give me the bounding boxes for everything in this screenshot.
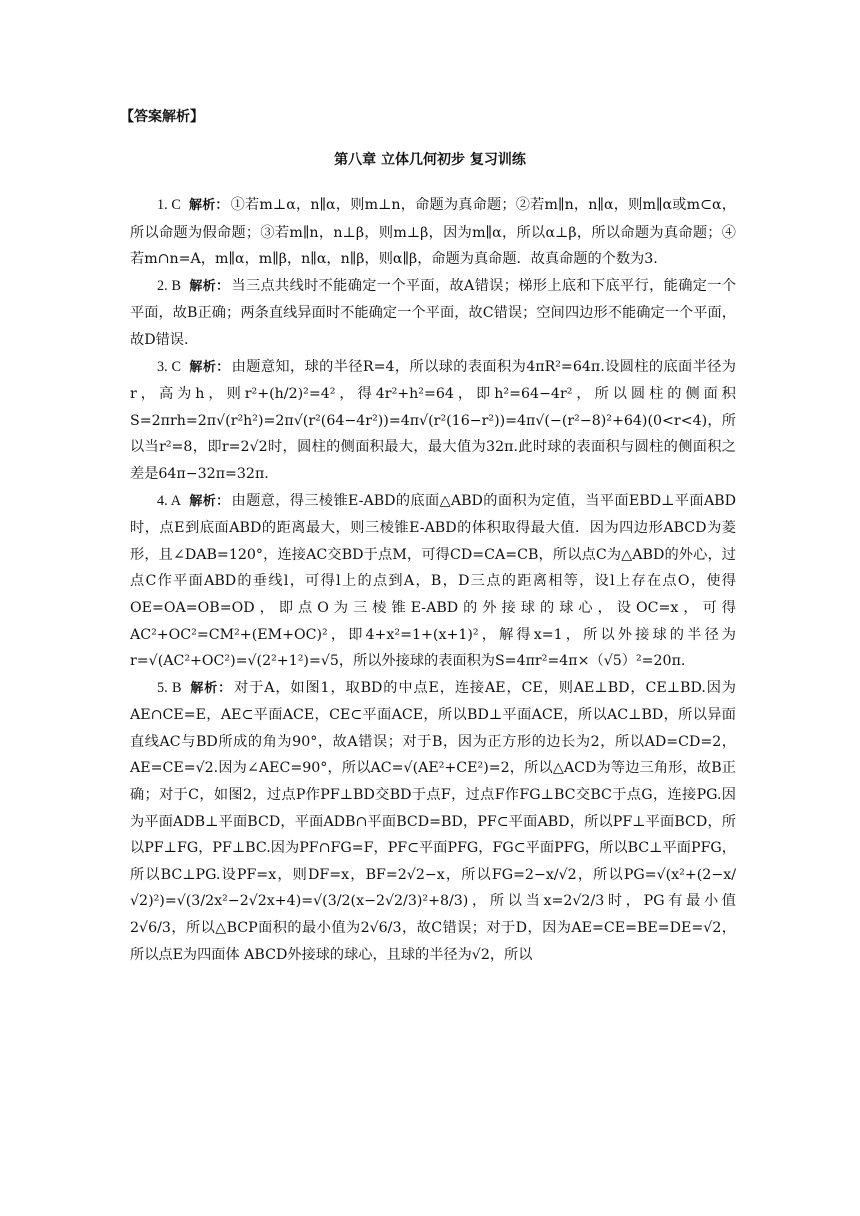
problem-3 — [130, 354, 736, 488]
problem-text: 由题意，得三棱锥E-ABD的底面△ABD的面积为定值，当平面EBD⊥平面ABD时，点E到底面ABD的距离最大，则三棱锥E-ABD的体积取得最大值．因为四边形ABCD为菱形，且∠DAB=120°，连接AC交BD于点M，可得CD=CA=CB，所以点C为△ABD的外心，过点C作平面ABD的垂线l，可得l上的点到A，B，D三点的距离相等，设l上存在点O，使得OE=OA=OB=OD，即点O为三棱锥E-ABD的外接球的球心，设OC=x，可得AC²+OC²=CM²+(EM+OC)²，即4+x²=1+(x+1)²，解得x=1，所以外接球的半径为r=√(AC²+OC²)=√(2²+1²)=√5，所以外接球的表面积为S=4πr²=4π×（√5）²=20π. — [130, 492, 736, 670]
chapter-title: 第八章 立体几何初步 复习训练 — [334, 152, 526, 168]
problem-list — [130, 192, 736, 968]
answer-header-tag: 【答案解析】 — [120, 109, 204, 125]
problem-number: 5. B — [156, 679, 182, 696]
problem-text: 当三点共线时不能确定一个平面，故A错误；梯形上底和下底平行，能确定一个平面，故B正确；两条直线异面时不能确定一个平面，故C错误；空间四边形不能确定一个平面，故D错误. — [130, 277, 737, 348]
analysis-label: 解析： — [189, 493, 230, 509]
analysis-label: 解析： — [189, 680, 233, 696]
problem-text: 对于A，如图1，取BD的中点E，连接AE，CE，则AE⊥BD，CE⊥BD.因为AE∩CE=E，AE⊂平面ACE，CE⊂平面ACE，所以BD⊥平面ACE，所以AC⊥BD，所以异面直线AC与BD所成的角为90°，故A错误；对于B，因为正方形的边长为2，所以AD=CD=2，AE=CE=√2.因为∠AEC=90°，所以AC=√(AE²+CE²)=2，所以△ACD为等边三角形，故B正确；对于C，如图2，过点P作PF⊥BD交BD于点F，过点F作FG⊥BC交BC于点G，连接PG.因为平面ADB⊥平面BCD，平面ADB∩平面BCD=BD，PF⊂平面ABD，所以PF⊥平面BCD，所以PF⊥FG，PF⊥BC.因为PF∩FG=F，PF⊂平面PFG，FG⊂平面PFG，所以BC⊥平面PFG，所以BC⊥PG.设PF=x，则DF=x，BF=2√2−x，所以FG=2−x/√2，所以PG=√(x²+(2−x/√2)²)=√(3/2x²−2√2x+4)=√(3/2(x−2√2/3)²+8/3)，所以当x=2√2/3时，PG有最小值2√6/3，所以△BCP面积的最小值为2√6/3，故C错误；对于D，因为AE=CE=BE=DE=√2，所以点E为四面体 ABCD外接球的球心，且球的半径为√2，所以 — [130, 679, 736, 963]
problem-number: 4. A — [156, 492, 181, 509]
problem-1 — [130, 192, 736, 273]
analysis-label: 解析： — [189, 359, 230, 375]
problem-number: 2. B — [156, 277, 181, 294]
problem-number: 1. C — [156, 197, 181, 213]
problem-text: ①若m⊥α，n∥α，则m⊥n，命题为真命题；②若m∥n，n∥α，则m∥α或m⊂α，所以命题为假命题；③若m∥n，n⊥β，则m⊥β，因为m∥α，所以α⊥β，所以命题为真命题；④若m∩n=A，m∥α，m∥β，n∥α，n∥β，则α∥β，命题为真命题．故真命题的个数为3. — [130, 197, 736, 268]
problem-number: 3. C — [156, 358, 182, 375]
problem-5 — [130, 675, 736, 969]
problem-4 — [130, 488, 736, 675]
problem-2 — [130, 273, 736, 354]
problem-text: 由题意知，球的半径R=4，所以球的表面积为4πR²=64π.设圆柱的底面半径为r，高为h，则r²+(h/2)²=4²，得4r²+h²=64，即h²=64−4r²，所以圆柱的侧面积S=2πrh=2π√(r²h²)=2π√(r²(64−4r²))=4π√(r²(16−r²))=4π√(−(r²−8)²+64)(0<r<4)，所以当r²=8，即r=2√2时，圆柱的侧面积最大，最大值为32π.此时球的表面积与圆柱的侧面积之差是64π−32π=32π. — [130, 358, 736, 482]
analysis-label: 解析： — [188, 198, 229, 213]
analysis-label: 解析： — [188, 278, 230, 294]
